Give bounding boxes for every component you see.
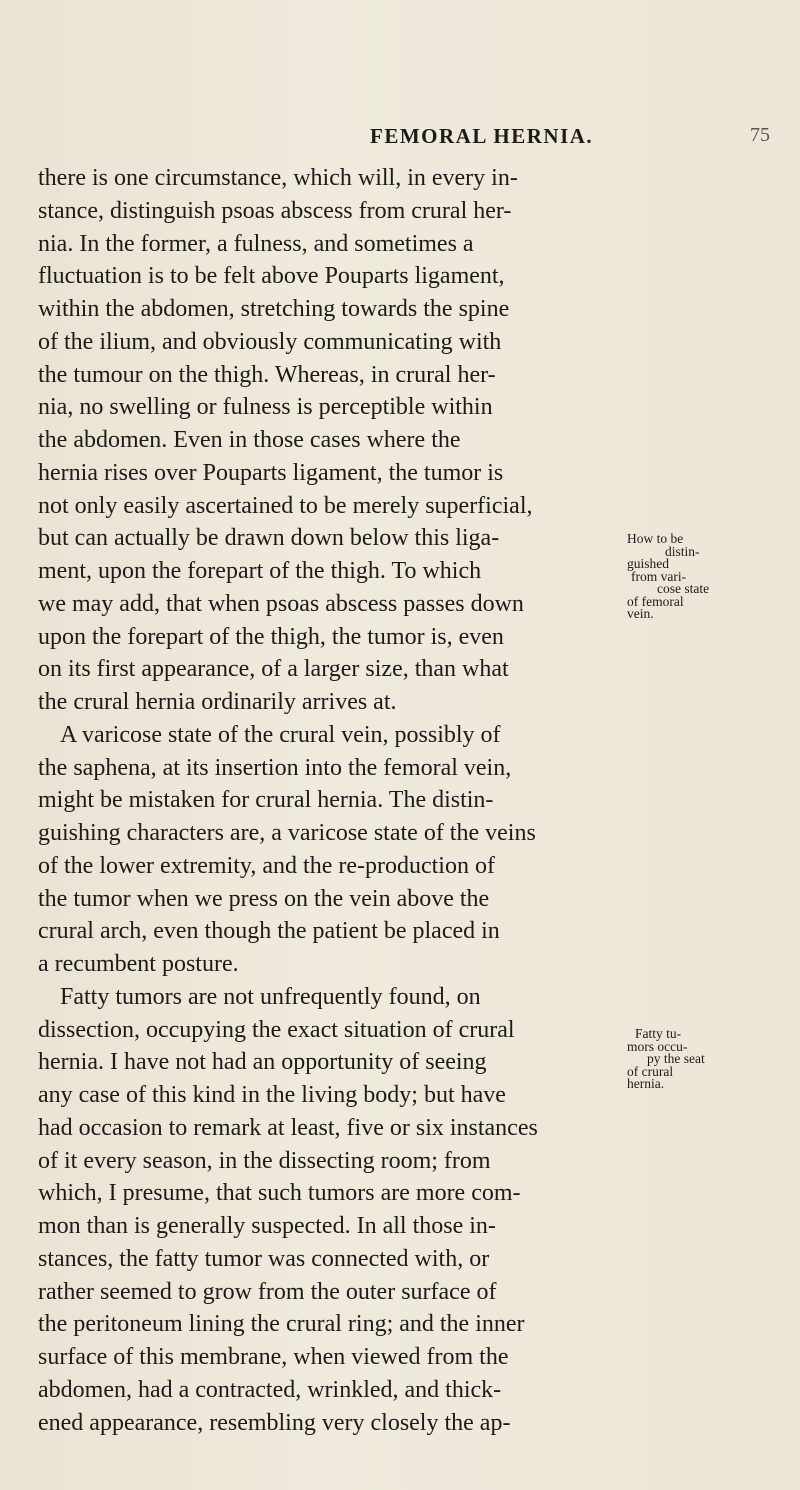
text-line: had occasion to remark at least, five or six instances — [38, 1114, 538, 1141]
text-line: dissection, occupying the exact situation of crural — [38, 1016, 515, 1043]
text-line: of the lower extremity, and the re-production of — [38, 852, 495, 879]
text-line: of the ilium, and obviously communicating with — [38, 328, 502, 355]
margin-note-fatty — [627, 1028, 800, 1091]
running-head — [0, 124, 800, 154]
margin-note-line: of femoral — [627, 593, 684, 609]
text-line: guishing characters are, a varicose state of the veins — [38, 820, 536, 846]
text-line: not only easily ascertained to be merely superficial, — [38, 492, 533, 519]
text-line: hernia rises over Pouparts ligament, the tumor is — [38, 459, 504, 486]
text-line: might be mistaken for crural hernia. The distin- — [38, 787, 494, 814]
text-line: the tumor when we press on the vein above the — [38, 885, 490, 912]
text-line: ened appearance, resembling very closely the ap- — [38, 1409, 511, 1436]
margin-note-line: cose state — [657, 581, 710, 596]
text-line: there is one circumstance, which will, in every in- — [38, 165, 518, 191]
text-line: within the abdomen, stretching towards the spine — [38, 296, 510, 322]
text-line: the abdomen. Even in those cases where the — [38, 427, 461, 453]
text-line: on its first appearance, of a larger size, than what — [38, 656, 509, 683]
margin-note-line: of crural — [627, 1063, 674, 1079]
margin-note-line: How to be — [627, 531, 684, 546]
text-line: hernia. I have not had an opportunity of seeing — [38, 1049, 487, 1076]
text-line: a recumbent posture. — [38, 951, 239, 977]
text-line: of it every season, in the dissecting room; from — [38, 1147, 491, 1174]
text-line: upon the forepart of the thigh, the tumor is, even — [38, 623, 504, 650]
text-line: the tumour on the thigh. Whereas, in crural her- — [38, 361, 496, 388]
page-number: 75 — [750, 124, 770, 146]
text-line: the crural hernia ordinarily arrives at. — [38, 689, 397, 715]
text-line: ment, upon the forepart of the thigh. To which — [38, 558, 482, 584]
text-line: rather seemed to grow from the outer surface of — [38, 1278, 497, 1305]
margin-note-line: guished — [627, 556, 669, 571]
text-line: fluctuation is to be felt above Pouparts ligament, — [38, 263, 505, 290]
margin-note-line: Fatty tu- — [635, 1026, 682, 1041]
text-line: stances, the fatty tumor was connected with, or — [38, 1245, 490, 1272]
paragraph-start-line: A varicose state of the crural vein, possibly of — [60, 721, 501, 748]
margin-note-line: distin- — [665, 543, 700, 559]
text-line: stance, distinguish psoas abscess from crural her- — [38, 197, 512, 224]
margin-note-line: hernia. — [627, 1076, 665, 1091]
text-line: but can actually be drawn down below this liga- — [38, 525, 500, 552]
running-title: FEMORAL HERNIA. — [370, 124, 594, 148]
margin-note-line: py the seat — [647, 1051, 705, 1066]
text-line: which, I presume, that such tumors are more com- — [38, 1180, 521, 1207]
margin-note-line: from vari- — [631, 568, 687, 584]
text-line: surface of this membrane, when viewed from the — [38, 1344, 509, 1370]
margin-note-varicose — [627, 533, 800, 621]
margin-note-line: vein. — [627, 606, 654, 621]
paragraph-start-line: Fatty tumors are not unfrequently found, on — [60, 983, 481, 1010]
text-line: the saphena, at its insertion into the femoral vein, — [38, 754, 512, 781]
text-line: mon than is generally suspected. In all those in- — [38, 1213, 496, 1239]
text-line: crural arch, even though the patient be placed in — [38, 918, 500, 945]
text-line: the peritoneum lining the crural ring; and the inner — [38, 1311, 525, 1338]
text-line: we may add, that when psoas abscess passes down — [38, 590, 524, 617]
text-line: any case of this kind in the living body; but have — [38, 1082, 506, 1108]
text-line: nia, no swelling or fulness is perceptible within — [38, 394, 493, 421]
text-line: abdomen, had a contracted, wrinkled, and thick- — [38, 1376, 502, 1403]
body-text — [38, 162, 738, 1439]
margin-note-line: mors occu- — [627, 1038, 688, 1054]
text-line: nia. In the former, a fulness, and sometimes a — [38, 230, 474, 257]
